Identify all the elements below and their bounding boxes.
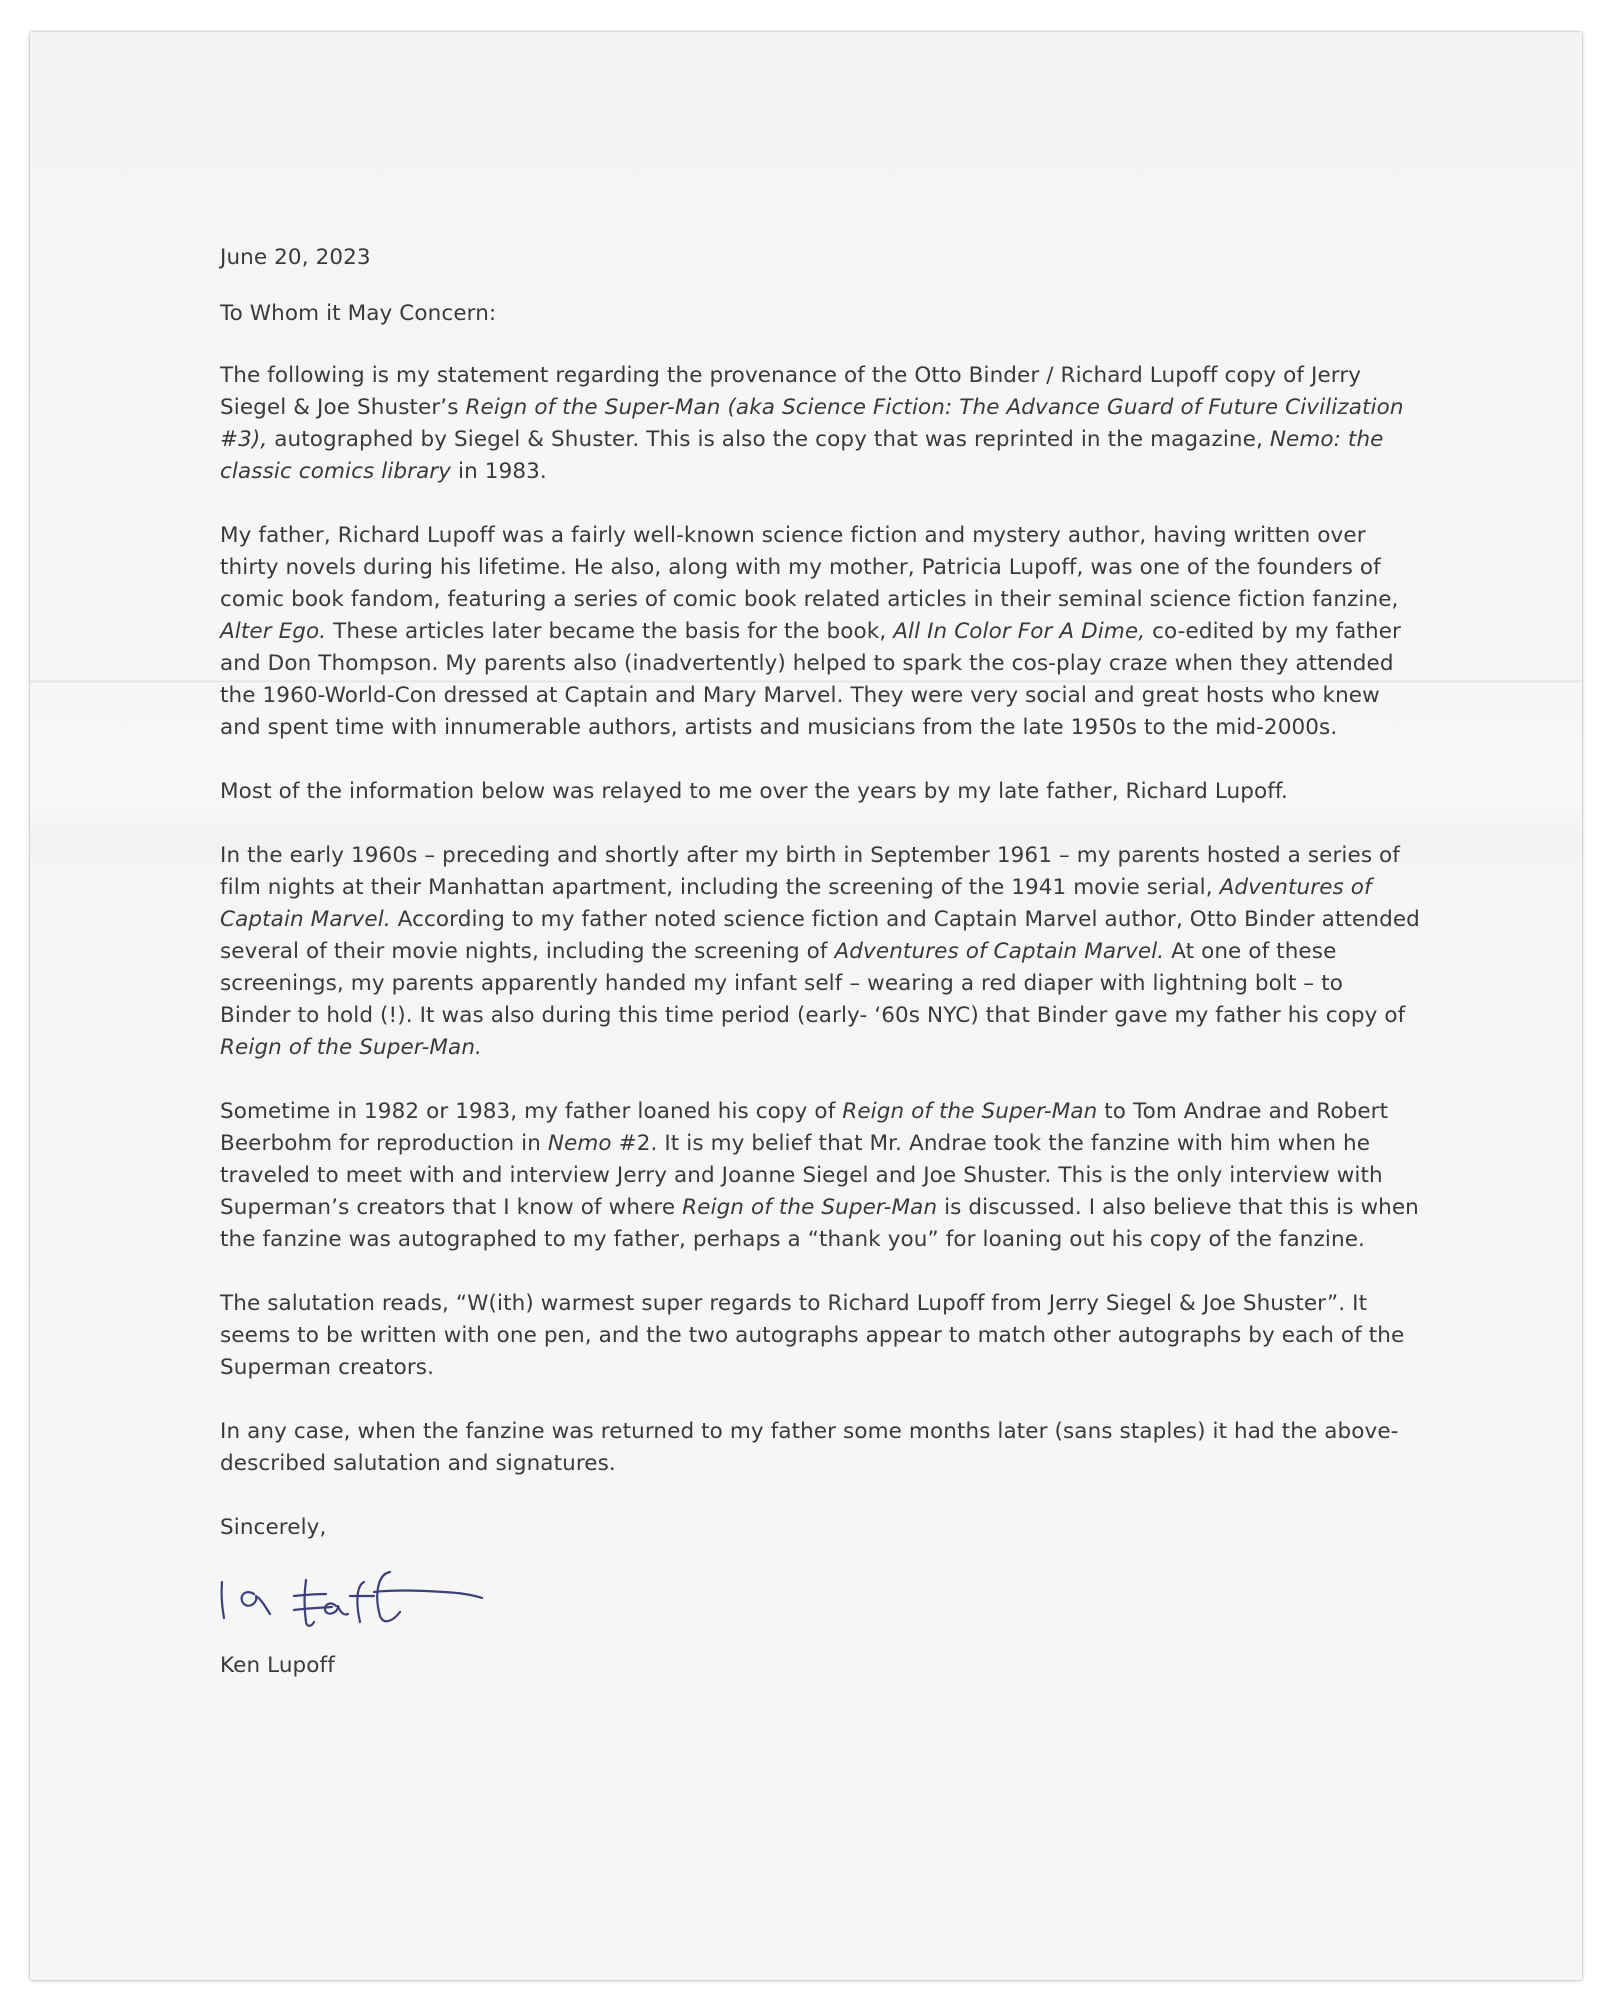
- letter-sheet: [30, 32, 1582, 1980]
- paragraph-text: Sometime in 1982 or 1983, my father loaned his copy of: [220, 1099, 843, 1124]
- paragraph-text: My father, Richard Lupoff was a fairly well-known science fiction and mystery author, having written over thirty novels during his lifetime. He also, along with my mother, Patricia Lupoff, was one of the founders of comic book fandom, featuring a series of comic book related articles in their seminal science fiction fanzine,: [220, 523, 1399, 612]
- paragraph-text: In the early 1960s – preceding and shortly after my birth in September 1961 – my parents hosted a series of film nights at their Manhattan apartment, including the screening of the 1941 movie serial,: [220, 843, 1400, 900]
- paragraph-text: in 1983.: [451, 459, 547, 484]
- paragraph-text: These articles later became the basis for the book,: [326, 619, 894, 644]
- paragraph-text: The following is my statement regarding the provenance of the Otto Binder / Richard Lupoff copy of Jerry Siegel & Joe Shuster’s: [220, 363, 1362, 420]
- title-nemo-magazine: Nemo: the classic comics library: [220, 427, 1384, 484]
- paragraph-film-nights: [220, 840, 1420, 1064]
- paragraph-text: #2. It is my belief that Mr. Andrae took the fanzine with him when he traveled to meet with and interview Jerry and Joanne Siegel and Joe Shuster. This is the only interview with Superman’s creators that I know of where: [220, 1131, 1383, 1220]
- letter-closing: Sincerely,: [220, 1515, 327, 1540]
- paragraph-text: autographed by Siegel & Shuster. This is also the copy that was reprinted in the magazine,: [267, 427, 1270, 452]
- title-nemo: Nemo: [547, 1131, 612, 1156]
- title-reign-of-the-super-man: Reign of the Super-Man.: [220, 1035, 482, 1060]
- title-reign-of-the-super-man: Reign of the Super-Man: [842, 1099, 1098, 1124]
- title-adventures-of-captain-marvel: Adventures of Captain Marvel.: [834, 939, 1165, 964]
- letter-date: June 20, 2023: [220, 245, 371, 270]
- paragraph-text: According to my father noted science fiction and Captain Marvel author, Otto Binder attended several of their movie nights, including the screening of: [220, 907, 1420, 964]
- title-alter-ego: Alter Ego.: [220, 619, 327, 644]
- title-adventures-of-captain-marvel: Adventures of Captain Marvel.: [220, 875, 1372, 932]
- letter-greeting: To Whom it May Concern:: [220, 301, 497, 326]
- letter-body: [220, 242, 1420, 1714]
- paragraph-father-background: [220, 520, 1420, 744]
- paragraph-conclusion: In any case, when the fanzine was returned to my father some months later (sans staples) it had the above-described salutation and signatures.: [220, 1419, 1399, 1476]
- paragraph-text: is discussed. I also believe that this is when the fanzine was autographed to my father, perhaps a “thank you” for loaning out his copy of the fanzine.: [220, 1195, 1419, 1252]
- title-reign-of-the-super-man: Reign of the Super-Man: [682, 1195, 938, 1220]
- handwritten-signature: [214, 1552, 484, 1642]
- paragraph-provenance-statement: [220, 360, 1420, 488]
- paragraph-text: to Tom Andrae and Robert Beerbohm for reproduction in: [220, 1099, 1389, 1156]
- paragraph-nemo-loan: [220, 1096, 1420, 1256]
- paragraph-text: At one of these screenings, my parents apparently handed my infant self – wearing a red diaper with lightning bolt – to Binder to hold (!). It was also during this time period (early- ‘60s NYC) that Binder gave my father his copy of: [220, 939, 1406, 1028]
- paragraph-text: co-edited by my father and Don Thompson. My parents also (inadvertently) helped to spark the cos-play craze when they attended the 1960-World-Con dressed at Captain and Mary Marvel. They were very social and great hosts who knew and spent time with innumerable authors, artists and musicians from the late 1950s to the mid-2000s.: [220, 619, 1401, 740]
- title-reign-of-the-super-man: Reign of the Super-Man (aka Science Fiction: The Advance Guard of Future Civilization #3),: [220, 395, 1404, 452]
- paragraph-salutation-description: The salutation reads, “W(ith) warmest super regards to Richard Lupoff from Jerry Siegel & Joe Shuster”. It seems to be written with one pen, and the two autographs appear to match other autographs by each of the Superman creators.: [220, 1291, 1405, 1380]
- title-all-in-color-for-a-dime: All In Color For A Dime,: [893, 619, 1146, 644]
- paragraph-information-source: Most of the information below was relayed to me over the years by my late father, Richard Lupoff.: [220, 779, 1288, 804]
- signatory-name: Ken Lupoff: [220, 1653, 335, 1678]
